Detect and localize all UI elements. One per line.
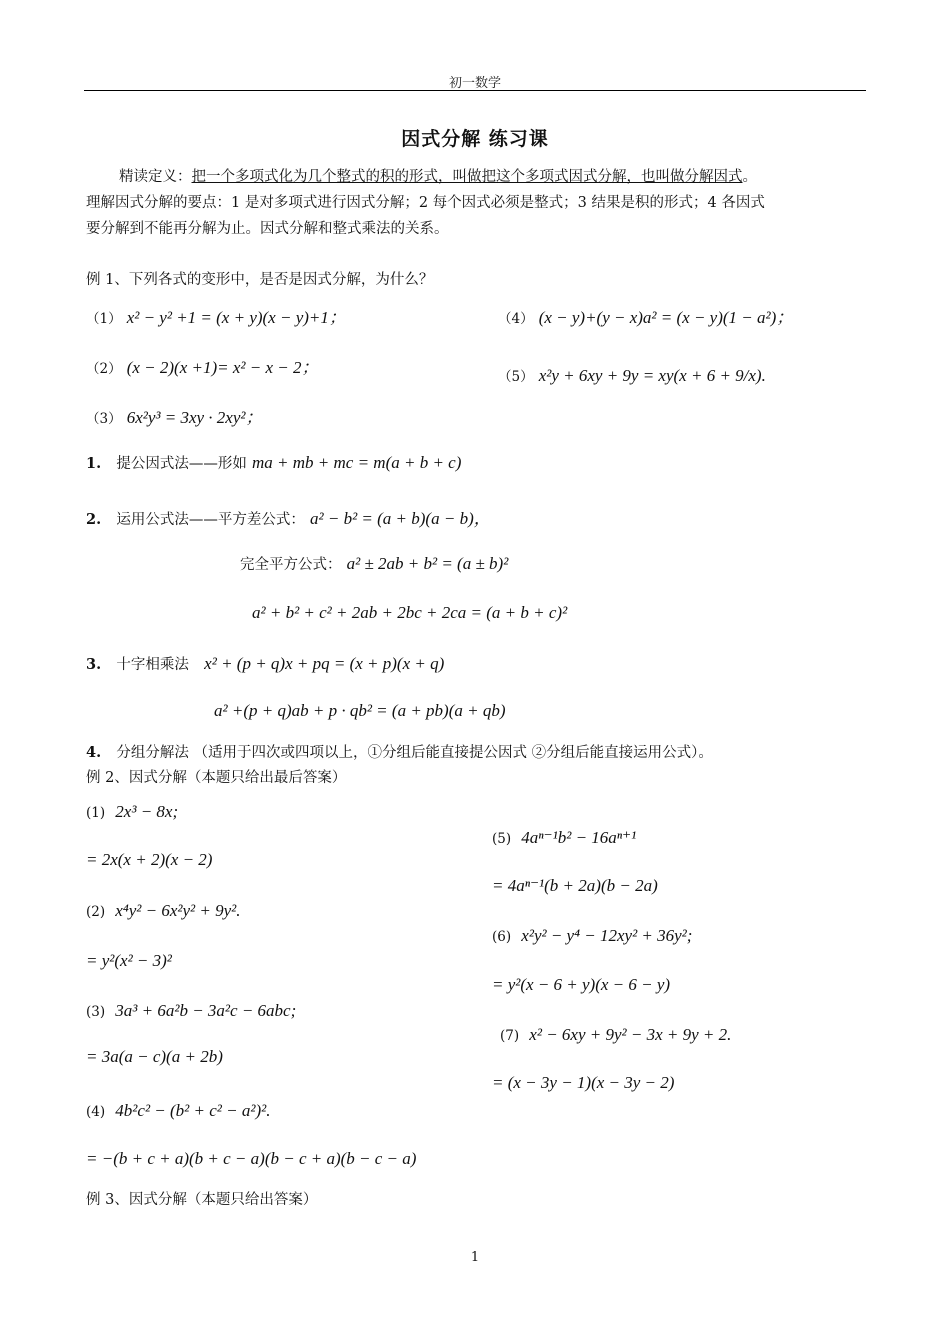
problem-expression: 4b²c² − (b² + c² − a²)². <box>115 1101 271 1120</box>
item-number: （3） <box>86 411 122 427</box>
problem-number: (7) <box>500 1028 520 1044</box>
example2-problem-3 <box>86 1001 296 1021</box>
example1-heading: 例 1、下列各式的变形中，是否是因式分解，为什么？ <box>86 272 434 288</box>
method-name: 十字相乘法 <box>116 657 189 673</box>
header-rule <box>84 90 866 91</box>
example2-problem-5 <box>492 828 636 848</box>
example2-answer-2: = y²(x² − 3)² <box>86 951 172 970</box>
problem-number: (3) <box>86 1004 106 1020</box>
example2-answer-1: = 2x(x + 2)(x − 2) <box>86 850 213 869</box>
definition-line-3: 要分解到不能再分解为止。因式分解和整式乘法的关系。 <box>86 221 449 237</box>
problem-expression: x²y² − y⁴ − 12xy² + 36y²; <box>521 926 693 945</box>
method-number: 4. <box>86 744 102 761</box>
method-2 <box>86 504 491 529</box>
problem-number: (2) <box>86 904 106 920</box>
problem-expression: x⁴y² − 6x²y² + 9y². <box>115 901 241 920</box>
page-title: 因式分解 练习课 <box>401 128 549 150</box>
method-formula: x² + (p + q)x + pq = (x + p)(x + q) <box>204 654 445 673</box>
example2-answer-4: = −(b + c + a)(b + c − a)(b − c + a)(b − c − a) <box>86 1149 417 1168</box>
example2-heading: 例 2、因式分解（本题只给出最后答案） <box>86 770 347 786</box>
item-number: （1） <box>86 311 122 327</box>
definition-lead: 精读定义： <box>119 169 192 185</box>
problem-expression: x² − 6xy + 9y² − 3x + 9y + 2. <box>529 1025 732 1044</box>
method-1 <box>86 452 461 473</box>
example2-problem-6 <box>492 926 692 946</box>
method-number: 1. <box>86 455 102 472</box>
problem-expression: 4aⁿ⁻¹b² − 16aⁿ⁺¹ <box>521 828 637 847</box>
example2-answer-7: = (x − 3y − 1)(x − 3y − 2) <box>492 1073 675 1092</box>
method-4 <box>86 741 713 762</box>
example2-answer-6: = y²(x − 6 + y)(x − 6 − y) <box>492 975 671 994</box>
definition-end: 。 <box>742 169 757 185</box>
example1-item-3 <box>86 403 262 428</box>
method-formula: a² − b² = (a + b)(a − b)， <box>310 509 491 528</box>
example3-heading: 例 3、因式分解（本题只给出答案） <box>86 1192 318 1208</box>
formula-label: 完全平方公式： <box>240 557 342 573</box>
formula-expression: a² ± 2ab + b² = (a ± b)² <box>346 554 509 573</box>
problem-number: (5) <box>492 831 512 847</box>
method-number: 3. <box>86 656 102 673</box>
example2-answer-3: = 3a(a − c)(a + 2b) <box>86 1047 223 1066</box>
method-name: 分组分解法 （适用于四次或四项以上，①分组后能直接提公因式 ②分组后能直接运用公式）。 <box>116 745 713 761</box>
page-number: 1 <box>470 1250 480 1265</box>
example2-problem-1 <box>86 802 178 822</box>
method-name: 运用公式法——平方差公式： <box>116 512 305 528</box>
example2-problem-4 <box>86 1101 270 1121</box>
example1-item-1 <box>86 303 346 328</box>
problem-number: (6) <box>492 929 512 945</box>
definition-underlined: 把一个多项式化为几个整式的积的形式，叫做把这个多项式因式分解，也叫做分解因式 <box>191 169 743 185</box>
method-3 <box>86 653 444 674</box>
item-number: （4） <box>498 311 534 327</box>
method-number: 2. <box>86 511 102 528</box>
problem-number: (4) <box>86 1104 106 1120</box>
problem-expression: 3a³ + 6a²b − 3a²c − 6abc; <box>115 1001 297 1020</box>
item-expression: (x − 2)(x +1)= x² − x − 2； <box>126 358 319 377</box>
perfect-square-formula <box>240 553 508 574</box>
item-expression: 6x²y³ = 3xy · 2xy²； <box>126 408 263 427</box>
method-formula: ma + mb + mc = m(a + b + c) <box>252 453 462 472</box>
item-expression: x²y + 6xy + 9y = xy(x + 6 + 9/x). <box>538 366 766 385</box>
item-number: （5） <box>498 369 534 385</box>
running-header: 初一数学 <box>448 76 501 91</box>
example1-item-5 <box>498 365 766 386</box>
problem-number: (1) <box>86 805 106 821</box>
item-expression: (x − y)+(y − x)a² = (x − y)(1 − a²)； <box>538 308 794 327</box>
item-number: （2） <box>86 361 122 377</box>
definition-paragraph <box>86 164 866 242</box>
example1-item-4 <box>498 303 793 328</box>
problem-expression: 2x³ − 8x; <box>115 802 179 821</box>
example2-problem-7 <box>500 1025 731 1045</box>
example1-item-2 <box>86 353 318 378</box>
example2-answer-5: = 4aⁿ⁻¹(b + 2a)(b − 2a) <box>492 876 658 895</box>
method-name: 提公因式法——形如 <box>116 456 247 472</box>
definition-line-2: 理解因式分解的要点：1 是对多项式进行因式分解；2 每个因式必须是整式；3 结果是积的形式；4 各因式 <box>86 195 765 211</box>
cross-multiplication-formula-2: a² +(p + q)ab + p · qb² = (a + pb)(a + qb) <box>214 701 506 720</box>
three-term-square-formula: a² + b² + c² + 2ab + 2bc + 2ca = (a + b + c)² <box>252 603 568 622</box>
item-expression: x² − y² +1 = (x + y)(x − y)+1； <box>126 308 346 327</box>
definition-line-1 <box>86 164 866 190</box>
example2-problem-2 <box>86 901 241 921</box>
